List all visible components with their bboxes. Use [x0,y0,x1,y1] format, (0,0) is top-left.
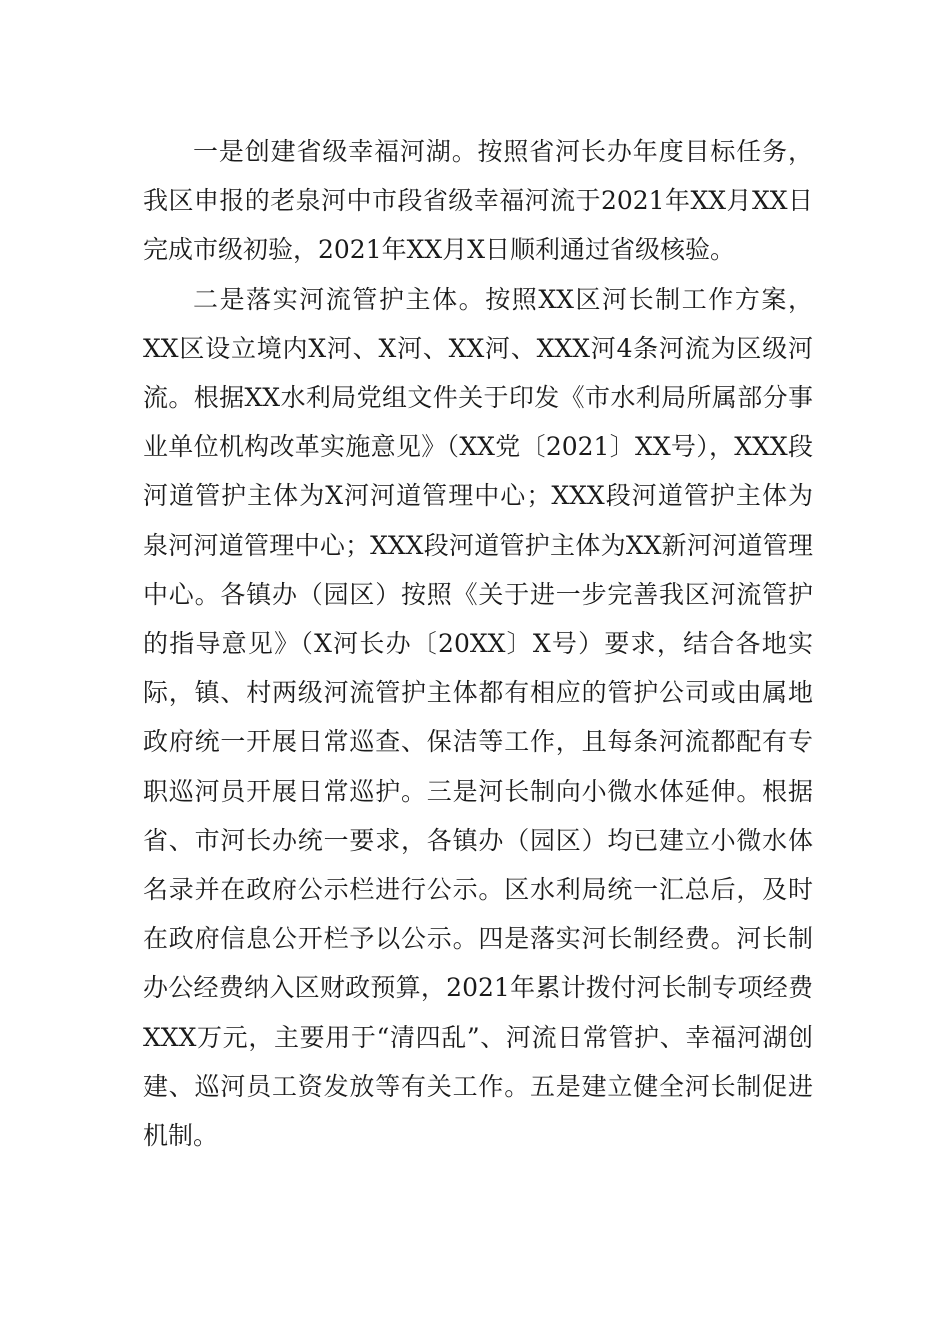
paragraph-river-management: 二是落实河流管护主体。按照XX区河长制工作方案，XX区设立境内X河、X河、XX河、XXX河4条河流为区级河流。根据XX水利局党组文件关于印发《市水利局所属部分事业单位机构改革实施意见》（XX党〔2021〕XX号），XXX段河道管护主体为X河河道管理中心；XXX段河道管护主体为泉河河道管理中心；XXX段河道管护主体为XX新河河道管理中心。各镇办（园区）按照《关于进一步完善我区河流管护的指导意见》（X河长办〔20XX〕X号）要求，结合各地实际，镇、村两级河流管护主体都有相应的管护公司或由属地政府统一开展日常巡查、保洁等工作，且每条河流都配有专职巡河员开展日常巡护。三是河长制向小微水体延伸。根据省、市河长办统一要求，各镇办（园区）均已建立小微水体名录并在政府公示栏进行公示。区水利局统一汇总后，及时在政府信息公开栏予以公示。四是落实河长制经费。河长制办公经费纳入区财政预算，2021年累计拨付河长制专项经费XXX万元，主要用于“清四乱”、河流日常管护、幸福河湖创建、巡河员工资发放等有关工作。五是建立健全河长制促进机制。 [143,284,813,1151]
paragraph-happy-rivers: 一是创建省级幸福河湖。按照省河长办年度目标任务，我区申报的老泉河中市段省级幸福河流于2021年XX月XX日完成市级初验，2021年XX月X日顺利通过省级核验。 [143,137,813,265]
document-body [143,127,813,1160]
